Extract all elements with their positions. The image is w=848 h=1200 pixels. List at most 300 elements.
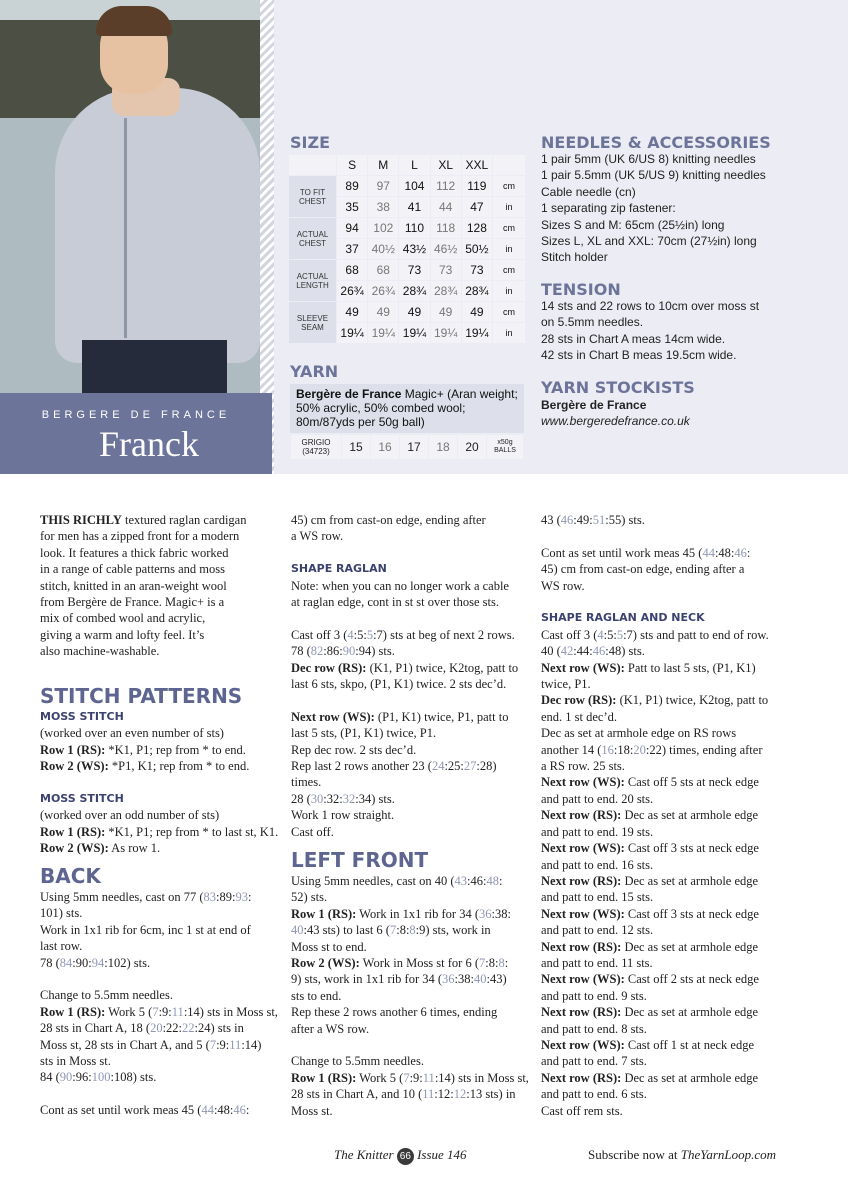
text-segment: a RS row. 25 sts. bbox=[541, 759, 625, 774]
text-segment: :24) sts in bbox=[194, 1021, 244, 1036]
text-segment: :43 sts) to last 6 ( bbox=[303, 923, 390, 938]
text-segment: Work in 1x1 rib for 6cm, inc 1 st at end of bbox=[40, 922, 251, 937]
text-segment: :14) sts in Moss st, bbox=[183, 1004, 278, 1019]
size-cell: 19¼ bbox=[462, 323, 492, 343]
size-cell: 49 bbox=[431, 302, 461, 322]
text-segment: and patt to end. 12 sts. bbox=[541, 923, 654, 938]
text-segment: Cast off 1 st at neck edge bbox=[624, 1037, 755, 1052]
text-segment: 90 bbox=[59, 1070, 73, 1085]
size-cell: 68 bbox=[368, 260, 398, 280]
size-cell: 112 bbox=[431, 176, 461, 196]
tension-line: on 5.5mm needles. bbox=[541, 315, 644, 330]
footer-subscribe bbox=[588, 1147, 776, 1163]
text-segment: :49: bbox=[573, 513, 593, 527]
text-segment: :108) sts. bbox=[110, 1070, 157, 1085]
text-segment: Moss st. bbox=[291, 1103, 333, 1118]
footer-issue bbox=[334, 1147, 467, 1165]
yarn-shade: GRIGIO (34723) bbox=[291, 435, 341, 459]
text-segment: :8: bbox=[485, 956, 499, 971]
size-row-label: SLEEVE SEAM bbox=[289, 302, 336, 343]
text-segment: 22 bbox=[182, 1021, 195, 1036]
text-segment: 27 bbox=[463, 759, 477, 774]
model-photo bbox=[0, 0, 272, 393]
text-segment: 7 bbox=[403, 1070, 410, 1085]
text-segment: and patt to end. 16 sts. bbox=[541, 857, 654, 872]
text-segment: 46 bbox=[734, 545, 747, 560]
text-segment: and patt to end. 11 sts. bbox=[541, 955, 653, 970]
text-segment: 43 bbox=[454, 874, 468, 888]
size-cell: 94 bbox=[337, 218, 367, 238]
unit-cell: in bbox=[493, 197, 525, 217]
text-segment: 40 ( bbox=[541, 644, 561, 659]
unit-cell: cm bbox=[493, 218, 525, 238]
ball-count: 17 bbox=[400, 435, 428, 459]
row-label: Row 2 (WS): bbox=[40, 841, 109, 856]
text-segment: Next row (RS): bbox=[541, 939, 622, 954]
intro-line: for men has a zipped front for a modern bbox=[40, 529, 240, 544]
moss-stitch-title: MOSS STITCH bbox=[40, 792, 124, 806]
size-cell: 47 bbox=[462, 197, 492, 217]
text-segment: 30 bbox=[310, 791, 324, 806]
intro-line: look. It features a thick fabric worked bbox=[40, 545, 229, 560]
text-segment: : bbox=[746, 545, 751, 560]
needle-line: 1 pair 5mm (UK 6/US 8) knitting needles bbox=[541, 152, 756, 166]
text-segment: twice, P1. bbox=[541, 677, 591, 692]
text-segment: :34) sts. bbox=[355, 791, 395, 806]
magazine-name: The Knitter bbox=[334, 1147, 394, 1162]
text-segment: 11 bbox=[422, 1087, 435, 1102]
text-segment: and patt to end. 9 sts. bbox=[541, 988, 647, 1003]
text-segment: 11 bbox=[229, 1037, 242, 1052]
text-segment: :90: bbox=[72, 955, 92, 970]
moss-stitch-title: MOSS STITCH bbox=[40, 710, 124, 723]
size-col-header: S bbox=[337, 155, 367, 175]
stitch-patterns-body bbox=[40, 709, 280, 857]
text-segment: and patt to end. 15 sts. bbox=[541, 890, 654, 905]
text-segment: Next row (RS): bbox=[541, 1070, 622, 1085]
text-segment: :38: bbox=[491, 906, 511, 921]
text-segment: Dec as set at armhole edge on RS rows bbox=[541, 726, 737, 741]
size-cell: 26¾ bbox=[337, 281, 367, 301]
text-segment: Next row (WS): bbox=[541, 1037, 625, 1052]
size-cell: 104 bbox=[399, 176, 429, 196]
text-segment: :94) sts. bbox=[355, 644, 395, 659]
subscribe-link[interactable]: TheYarnLoop.com bbox=[680, 1147, 777, 1162]
intro-line: in a range of cable patterns and moss bbox=[40, 562, 226, 577]
text-segment: :48: bbox=[213, 1103, 234, 1118]
text-segment: Change to 5.5mm needles. bbox=[40, 988, 173, 1003]
left-front-body bbox=[291, 873, 531, 1119]
text-segment: 16 bbox=[601, 742, 614, 757]
text-segment: :9) sts, work in bbox=[415, 923, 491, 938]
text-segment: 84 bbox=[59, 955, 73, 970]
size-cell: 43½ bbox=[399, 239, 429, 259]
text-segment: 11 bbox=[422, 1070, 435, 1085]
size-cell: 89 bbox=[337, 176, 367, 196]
text-segment: : bbox=[245, 1103, 250, 1118]
text-segment: 52) sts. bbox=[291, 890, 328, 905]
text-segment: :7) sts and patt to end of row. bbox=[623, 627, 769, 642]
moss-note: (worked over an even number of sts) bbox=[40, 726, 224, 741]
text-segment: :9: bbox=[216, 1037, 230, 1052]
shape-raglan-title: SHAPE RAGLAN bbox=[291, 562, 387, 576]
text-segment: Cast off 3 sts at neck edge bbox=[624, 841, 759, 856]
text-segment: :44: bbox=[573, 644, 593, 659]
text-segment: Next row (WS): bbox=[541, 775, 625, 790]
text-segment: 36 bbox=[442, 972, 455, 987]
size-cell: 119 bbox=[462, 176, 492, 196]
text-segment: Moss st, 28 sts in Chart A, and 5 ( bbox=[40, 1037, 210, 1052]
ball-count: 16 bbox=[371, 435, 399, 459]
text-segment: Next row (WS): bbox=[541, 841, 625, 856]
text-segment: Next row (RS): bbox=[541, 808, 622, 823]
size-cell: 40½ bbox=[368, 239, 398, 259]
size-cell: 110 bbox=[399, 218, 429, 238]
unit-cell: in bbox=[493, 323, 525, 343]
intro-lead: THIS RICHLY bbox=[40, 513, 122, 527]
stockists-heading: YARN STOCKISTS bbox=[541, 378, 695, 397]
text-segment: :8: bbox=[396, 923, 410, 938]
text-segment: :25: bbox=[444, 759, 464, 774]
text-segment: end. 1 st dec’d. bbox=[541, 709, 618, 724]
size-cell: 38 bbox=[368, 197, 398, 217]
text-segment: last 5 sts, (P1, K1) twice, P1. bbox=[291, 726, 437, 741]
text-segment: 28 sts in Chart A, 18 ( bbox=[40, 1021, 151, 1036]
tension-line: 14 sts and 22 rows to 10cm over moss st bbox=[541, 299, 760, 313]
text-segment: 78 ( bbox=[40, 955, 60, 970]
size-cell: 19¼ bbox=[337, 323, 367, 343]
text-segment: 11 bbox=[171, 1004, 184, 1019]
text-segment: :18: bbox=[613, 742, 634, 757]
text-segment: last 6 sts, skpo, (P1, K1) twice. 2 sts dec’d. bbox=[291, 677, 507, 692]
text-segment: and patt to end. 6 sts. bbox=[541, 1087, 647, 1102]
text-segment: and patt to end. 8 sts. bbox=[541, 1021, 647, 1036]
size-cell: 97 bbox=[368, 176, 398, 196]
text-segment: Cont as set until work meas 45 ( bbox=[40, 1103, 202, 1118]
row-text: As row 1. bbox=[108, 841, 161, 856]
size-cell: 49 bbox=[462, 302, 492, 322]
text-segment: Using 5mm needles, cast on 40 ( bbox=[291, 874, 455, 888]
left-front-heading: LEFT FRONT bbox=[291, 848, 429, 872]
text-segment: 94 bbox=[91, 955, 105, 970]
text-segment: Dec as set at armhole edge bbox=[621, 1005, 759, 1020]
issue-number: Issue 146 bbox=[417, 1147, 467, 1162]
text-segment: 20 bbox=[150, 1021, 163, 1036]
text-segment: :13 sts) in bbox=[466, 1087, 516, 1102]
yarn-description bbox=[290, 384, 524, 433]
text-segment: 46 bbox=[592, 644, 606, 659]
text-segment: 7 bbox=[209, 1037, 217, 1052]
text-segment: Row 1 (RS): bbox=[291, 1070, 357, 1085]
text-segment: and patt to end. 19 sts. bbox=[541, 824, 654, 839]
text-segment: :14) bbox=[241, 1037, 262, 1052]
text-segment: WS row. bbox=[541, 578, 585, 593]
text-segment: 43 ( bbox=[541, 513, 561, 527]
text-segment: : bbox=[504, 956, 509, 971]
text-segment: sts in Moss st. bbox=[40, 1054, 111, 1069]
text-segment: Dec as set at armhole edge bbox=[621, 939, 759, 954]
text-segment: Next row (WS): bbox=[541, 972, 625, 987]
text-segment: Rep dec row. 2 sts dec’d. bbox=[291, 742, 417, 757]
needle-line: Stitch holder bbox=[541, 250, 608, 265]
text-segment: (P1, K1) twice, P1, patt to bbox=[374, 709, 509, 724]
text-segment: Work in 1x1 rib for 34 ( bbox=[356, 906, 479, 921]
page-number: 66 bbox=[397, 1148, 414, 1165]
text-segment: Row 1 (RS): bbox=[40, 1004, 106, 1019]
yarn-brand: Bergère de France bbox=[296, 387, 402, 401]
intro-line: textured raglan cardigan bbox=[121, 513, 247, 527]
pattern-title: Franck bbox=[99, 424, 199, 464]
text-segment: 8 bbox=[409, 923, 416, 938]
text-segment: and patt to end. 7 sts. bbox=[541, 1054, 647, 1069]
text-segment: times. bbox=[291, 775, 322, 790]
needle-line: 1 separating zip fastener: bbox=[541, 201, 676, 216]
size-cell: 28¾ bbox=[431, 281, 461, 301]
text-segment: 4 bbox=[597, 627, 604, 642]
size-cell: 19¼ bbox=[399, 323, 429, 343]
tension-heading: TENSION bbox=[541, 280, 621, 299]
text-segment: 42 bbox=[560, 644, 574, 659]
text-segment: Row 2 (WS): bbox=[291, 956, 360, 971]
text-segment: Patt to last 5 sts, (P1, K1) bbox=[624, 660, 756, 675]
text-segment: 7 bbox=[479, 956, 486, 971]
intro-line: stitch, knitted in an aran-weight wool bbox=[40, 578, 227, 593]
size-cell: 37 bbox=[337, 239, 367, 259]
size-col-header: M bbox=[368, 155, 398, 175]
unit-cell: cm bbox=[493, 260, 525, 280]
text-segment: 93 bbox=[235, 890, 248, 904]
text-segment: :89: bbox=[216, 890, 236, 904]
back-heading: BACK bbox=[40, 864, 101, 888]
text-segment: :5: bbox=[603, 627, 617, 642]
moss-note: (worked over an odd number of sts) bbox=[40, 808, 220, 823]
size-heading: SIZE bbox=[290, 133, 331, 152]
needles-heading: NEEDLES & ACCESSORIES bbox=[541, 133, 771, 152]
text-segment: 7 bbox=[389, 923, 397, 938]
size-cell: 73 bbox=[399, 260, 429, 280]
tension-line: 42 sts in Chart B meas 19.5cm wide. bbox=[541, 348, 737, 363]
text-segment: :22) times, ending after bbox=[645, 742, 763, 757]
size-cell: 41 bbox=[399, 197, 429, 217]
text-segment: 83 bbox=[203, 890, 217, 904]
size-cell: 19¼ bbox=[431, 323, 461, 343]
text-segment: 9) sts, work in 1x1 rib for 34 ( bbox=[291, 972, 443, 987]
size-row-label: ACTUAL LENGTH bbox=[289, 260, 336, 301]
intro-line: from Bergère de France. Magic+ is a bbox=[40, 595, 225, 610]
text-segment: 46 bbox=[233, 1103, 246, 1118]
text-segment: :5: bbox=[353, 627, 367, 642]
text-segment: 5 bbox=[616, 627, 624, 642]
text-segment: :46: bbox=[467, 874, 487, 888]
text-segment: Dec row (RS): bbox=[291, 660, 367, 675]
text-segment: 48 bbox=[486, 874, 499, 888]
text-segment: :86: bbox=[323, 644, 343, 659]
row-text: *P1, K1; rep from * to end. bbox=[108, 759, 250, 774]
intro-line: mix of combed wool and acrylic, bbox=[40, 611, 206, 626]
intro-line: also machine-washable. bbox=[40, 644, 160, 659]
text-segment: :48) sts. bbox=[605, 644, 645, 659]
text-segment: :32: bbox=[323, 791, 343, 806]
size-cell: 118 bbox=[431, 218, 461, 238]
unit-cell: cm bbox=[493, 176, 525, 196]
needle-line: Sizes L, XL and XXL: 70cm (27½in) long bbox=[541, 234, 757, 249]
text-segment: Using 5mm needles, cast on 77 ( bbox=[40, 890, 204, 904]
needle-line: 1 pair 5.5mm (UK 5/US 9) knitting needles bbox=[541, 168, 766, 183]
size-cell: 50½ bbox=[462, 239, 492, 259]
stockists-info bbox=[541, 397, 841, 430]
text-segment: Work 5 ( bbox=[356, 1070, 404, 1085]
tension-list bbox=[541, 298, 841, 364]
size-cell: 49 bbox=[399, 302, 429, 322]
unit-cell: in bbox=[493, 239, 525, 259]
needle-line: Sizes S and M: 65cm (25½in) long bbox=[541, 217, 725, 232]
text-segment: Next row (RS): bbox=[541, 873, 622, 888]
text-segment: Change to 5.5mm needles. bbox=[291, 1054, 424, 1069]
text-segment: 84 ( bbox=[40, 1070, 60, 1085]
text-segment: 45) cm from cast-on edge, ending after bbox=[291, 513, 486, 527]
text-segment: 5 bbox=[366, 627, 374, 642]
text-segment: 32 bbox=[342, 791, 356, 806]
text-segment: :22: bbox=[162, 1021, 183, 1036]
intro-line: giving a warm and lofty feel. It’s bbox=[40, 627, 205, 642]
text-segment: Cast off. bbox=[291, 824, 334, 839]
text-segment: 44 bbox=[702, 545, 715, 560]
ball-count: 15 bbox=[342, 435, 370, 459]
text-segment: a WS row. bbox=[291, 529, 344, 544]
back-body bbox=[40, 889, 280, 1119]
size-cell: 68 bbox=[337, 260, 367, 280]
text-segment: Dec row (RS): bbox=[541, 693, 617, 708]
size-cell: 73 bbox=[431, 260, 461, 280]
text-segment: Cast off 3 ( bbox=[541, 627, 598, 642]
text-segment: 44 bbox=[201, 1103, 214, 1118]
row-label: Row 1 (RS): bbox=[40, 824, 106, 839]
text-segment: Dec as set at armhole edge bbox=[621, 808, 759, 823]
text-segment: and patt to end. 20 sts. bbox=[541, 791, 654, 806]
brand-label: BERGERE DE FRANCE bbox=[41, 409, 231, 421]
text-segment: after a WS row. bbox=[291, 1021, 370, 1036]
text-segment: last row. bbox=[40, 939, 83, 954]
text-segment: 4 bbox=[347, 627, 354, 642]
text-segment: another 14 ( bbox=[541, 742, 602, 757]
text-segment: Work in Moss st for 6 ( bbox=[359, 956, 480, 971]
row-label: Row 2 (WS): bbox=[40, 759, 109, 774]
text-segment: :38: bbox=[454, 972, 474, 987]
needles-list bbox=[541, 151, 841, 266]
unit-cell: in bbox=[493, 281, 525, 301]
text-segment: : bbox=[498, 874, 503, 888]
text-segment: :9: bbox=[409, 1070, 423, 1085]
ball-count: 18 bbox=[429, 435, 457, 459]
size-cell: 28¾ bbox=[399, 281, 429, 301]
text-segment: Moss st to end. bbox=[291, 939, 367, 954]
intro-paragraph bbox=[40, 512, 280, 528]
text-segment: Rep these 2 rows another 6 times, ending bbox=[291, 1005, 498, 1020]
text-segment: 51 bbox=[592, 513, 606, 527]
text-segment: 28 sts in Chart A, and 10 ( bbox=[291, 1087, 423, 1102]
text-segment: Rep last 2 rows another 23 ( bbox=[291, 759, 432, 774]
size-cell: 49 bbox=[337, 302, 367, 322]
text-segment: 90 bbox=[342, 644, 356, 659]
text-segment: 101) sts. bbox=[40, 906, 83, 921]
text-segment: Cast off 3 ( bbox=[291, 627, 348, 642]
text-segment: (K1, P1) twice, K2tog, patt to bbox=[616, 693, 769, 708]
unit-cell: cm bbox=[493, 302, 525, 322]
text-segment: 28 ( bbox=[291, 791, 311, 806]
size-cell: 19¼ bbox=[368, 323, 398, 343]
size-col-header: L bbox=[399, 155, 429, 175]
size-cell: 28¾ bbox=[462, 281, 492, 301]
tension-line: 28 sts in Chart A meas 14cm wide. bbox=[541, 331, 726, 346]
ball-count: 20 bbox=[458, 435, 486, 459]
text-segment: Cast off 2 sts at neck edge bbox=[624, 972, 759, 987]
size-row-label: ACTUAL CHEST bbox=[289, 218, 336, 259]
text-segment: :102) sts. bbox=[104, 955, 151, 970]
size-cell: 102 bbox=[368, 218, 398, 238]
size-cell: 49 bbox=[368, 302, 398, 322]
size-cell: 44 bbox=[431, 197, 461, 217]
row-text: *K1, P1; rep from * to end. bbox=[105, 742, 246, 757]
text-segment: 7 bbox=[152, 1004, 159, 1019]
text-segment: 24 bbox=[431, 759, 445, 774]
text-segment: Cast off 5 sts at neck edge bbox=[624, 775, 759, 790]
column-2 bbox=[291, 512, 531, 840]
text-segment: 40 bbox=[291, 923, 304, 938]
text-segment: 100 bbox=[91, 1070, 111, 1085]
text-segment: 36 bbox=[479, 906, 492, 921]
text-segment: Note: when you can no longer work a cable bbox=[291, 578, 509, 593]
text-segment: Cast off 3 sts at neck edge bbox=[624, 906, 759, 921]
size-cell: 26¾ bbox=[368, 281, 398, 301]
text-segment: :48: bbox=[714, 545, 735, 560]
text-segment: :96: bbox=[72, 1070, 92, 1085]
size-cell: 35 bbox=[337, 197, 367, 217]
ball-unit: x50g BALLS bbox=[487, 435, 523, 459]
text-segment: 20 bbox=[633, 742, 646, 757]
text-segment: Dec as set at armhole edge bbox=[621, 873, 759, 888]
text-segment: Next row (RS): bbox=[541, 1005, 622, 1020]
text-segment: Work 1 row straight. bbox=[291, 808, 395, 823]
text-segment: : bbox=[247, 890, 252, 904]
text-segment: :9: bbox=[158, 1004, 172, 1019]
text-segment: Work 5 ( bbox=[105, 1004, 153, 1019]
text-segment: :12: bbox=[434, 1087, 454, 1102]
shape-raglan-neck-title: SHAPE RAGLAN AND NECK bbox=[541, 611, 705, 625]
text-segment: Row 1 (RS): bbox=[291, 906, 357, 921]
text-segment: 46 bbox=[560, 513, 574, 527]
text-segment: Cast off rem sts. bbox=[541, 1103, 623, 1118]
text-segment: :7) sts at beg of next 2 rows. bbox=[373, 627, 515, 642]
needle-line: Cable needle (cn) bbox=[541, 184, 636, 199]
subscribe-text: Subscribe now at bbox=[588, 1147, 681, 1162]
text-segment: (K1, P1) twice, K2tog, patt to bbox=[366, 660, 519, 675]
size-col-header: XXL bbox=[462, 155, 492, 175]
stockist-link[interactable]: www.bergeredefrance.co.uk bbox=[541, 414, 690, 429]
text-segment: 45) cm from cast-on edge, ending after a bbox=[541, 562, 745, 577]
text-segment: Next row (WS): bbox=[541, 660, 625, 675]
text-segment: Next row (WS): bbox=[541, 906, 625, 921]
size-cell: 73 bbox=[462, 260, 492, 280]
text-segment: Dec as set at armhole edge bbox=[621, 1070, 759, 1085]
stockist-name: Bergère de France bbox=[541, 398, 647, 412]
text-segment: sts to end. bbox=[291, 988, 342, 1003]
yarn-details: Magic+ (Aran weight; 50% acrylic, 50% combed wool; 80m/87yds per 50g ball) bbox=[296, 387, 518, 429]
size-row-label: TO FIT CHEST bbox=[289, 176, 336, 217]
text-segment: 78 ( bbox=[291, 644, 311, 659]
text-segment: 12 bbox=[453, 1087, 467, 1102]
text-segment: at raglan edge, cont in st st over those sts. bbox=[291, 595, 499, 610]
text-segment: Cont as set until work meas 45 ( bbox=[541, 545, 703, 560]
